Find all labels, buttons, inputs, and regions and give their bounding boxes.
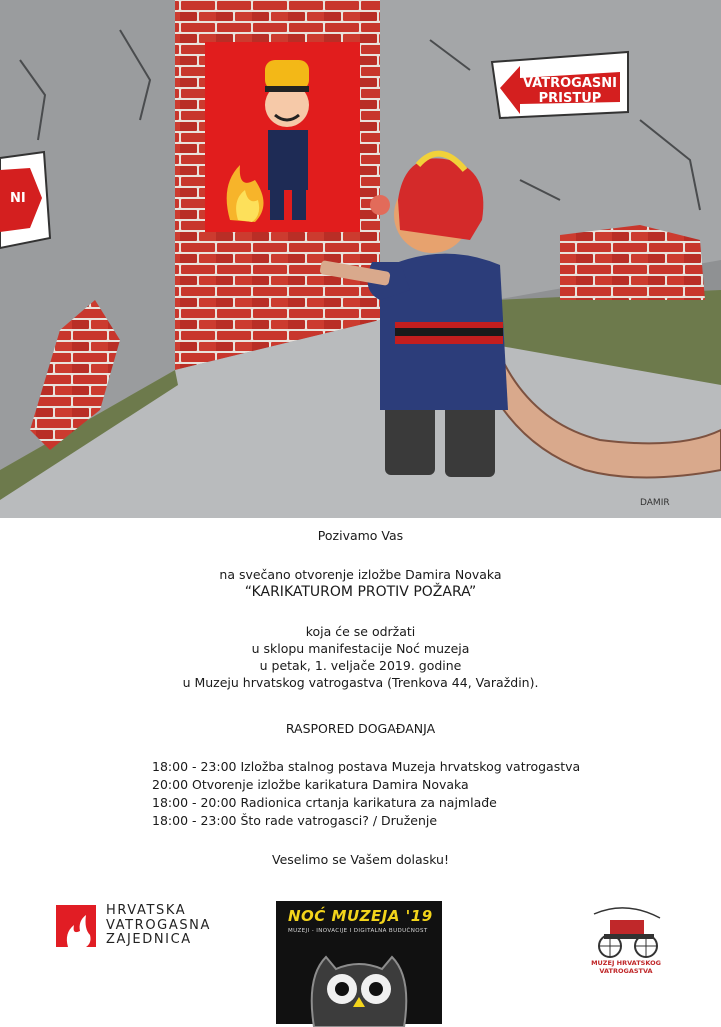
greeting: Pozivamo Vas [317, 528, 404, 543]
hvz-line-2: VATROGASNA [106, 917, 211, 933]
sign-line-1: VATROGASNI [523, 76, 617, 91]
detail-line-2: u sklopu manifestacije Noć muzeja [251, 641, 470, 656]
hvz-flame-icon [56, 905, 96, 947]
sign-line-2: PRISTUP [538, 91, 602, 106]
schedule-heading: RASPORED DOGAĐANJA [285, 721, 436, 736]
sign-left [0, 152, 50, 248]
muzej-line-2: VATROGASTVA [599, 967, 653, 975]
schedule-item-3: 18:00 - 20:00 Radionica crtanja karikatura za najmlađe [152, 795, 497, 810]
intro-line: na svečano otvorenje izložbe Damira Novaka [219, 567, 502, 582]
hvz-line-1: HRVATSKA [106, 903, 187, 918]
schedule-item-2: 20:00 Otvorenje izložbe karikatura Damira Novaka [152, 777, 469, 792]
owl-icon [276, 937, 442, 1027]
detail-line-1: koja će se održati [305, 624, 416, 639]
hvz-line-3: ZAJEDNICA [106, 932, 192, 947]
noc-muzeja-logo [276, 901, 442, 1024]
artist-signature: DAMIR [640, 498, 670, 508]
hvz-logo [56, 903, 246, 951]
noc-muzeja-title: NOĆ MUZEJA '19 [288, 907, 433, 925]
schedule-item-4: 18:00 - 23:00 Što rade vatrogasci? / Druženje [152, 813, 438, 828]
exhibition-title: “KARIKATUROM PROTIV POŽARA” [244, 584, 477, 600]
svg-text:NI: NI [10, 191, 26, 206]
fire-carriage-icon [580, 900, 672, 960]
muzej-logo [580, 900, 672, 978]
closing-line: Veselimo se Vašem dolasku! [271, 852, 449, 867]
noc-muzeja-subtitle: MUZEJI - INOVACIJE I DIGITALNA BUDUĆNOST [288, 928, 428, 934]
detail-line-3: u petak, 1. veljače 2019. godine [259, 658, 462, 673]
muzej-line-1: MUZEJ HRVATSKOG [591, 959, 661, 967]
detail-line-4: u Muzeju hrvatskog vatrogastva (Trenkova 44, Varaždin). [182, 675, 539, 690]
sign-vatrogasni-pristup [492, 52, 628, 118]
schedule-item-1: 18:00 - 23:00 Izložba stalnog postava Muzeja hrvatskog vatrogastva [152, 759, 581, 774]
